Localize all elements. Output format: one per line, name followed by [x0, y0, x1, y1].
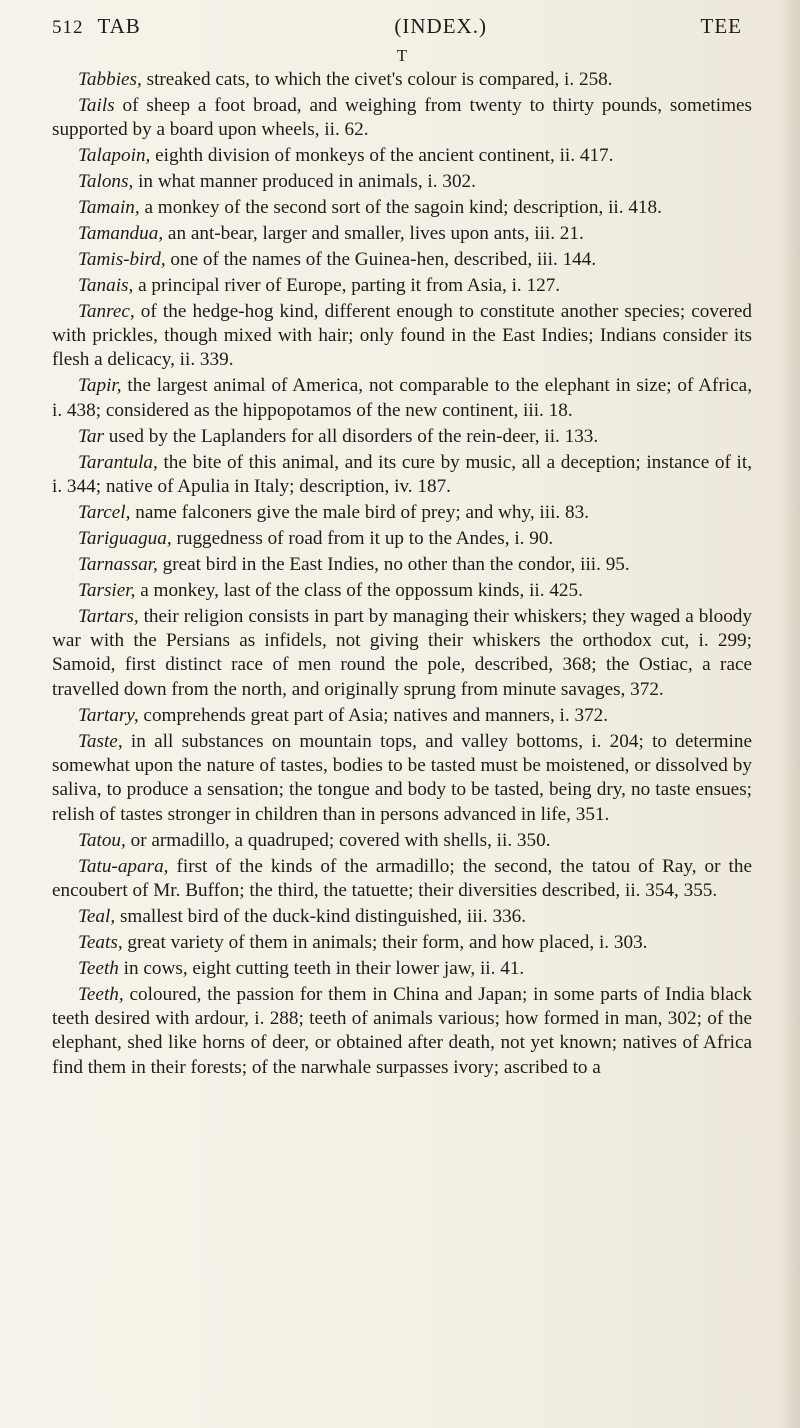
running-header: [52, 14, 752, 44]
entry-term: Tanais,: [78, 274, 134, 296]
entry-term: Tamandua,: [78, 222, 164, 244]
entry-term: Tariguagua,: [78, 527, 172, 549]
entry-term: Teal,: [78, 905, 116, 927]
index-entry: [52, 170, 752, 194]
section-letter: T: [396, 46, 408, 65]
page-number: 512: [52, 17, 84, 38]
index-entry: [52, 374, 752, 423]
entry-term: Tatu-apara,: [78, 855, 169, 877]
index-entry: [52, 704, 752, 728]
entry-text: a monkey of the second sort of the sagoin kind; description, ii. 418.: [139, 197, 662, 219]
entry-text: first of the kinds of the armadillo; the second, the tatou of Ray, or the encoubert of Mr. Buffon; the third, the tatuette; their diversities described, ii. 354, 355.: [52, 855, 752, 901]
entry-text: used by the Laplanders for all disorders of the rein-deer, ii. 133.: [103, 425, 599, 447]
entry-term: Tarsier,: [78, 579, 136, 601]
header-left-word: TAB: [97, 14, 141, 38]
entry-term: Teeth: [78, 957, 119, 979]
entry-text: in what manner produced in animals, i. 302.: [133, 171, 476, 193]
index-entry: [52, 222, 752, 246]
index-entry: [52, 553, 752, 577]
entry-text: a monkey, last of the class of the oppossum kinds, ii. 425.: [135, 579, 583, 601]
entry-text: of sheep a foot broad, and weighing from twenty to thirty pounds, sometimes supported by a board upon wheels, ii. 62.: [52, 94, 752, 141]
entry-term: Tar: [78, 425, 104, 447]
index-entry: [52, 425, 752, 449]
entry-text: the bite of this animal, and its cure by music, all a deception; instance of it, i. 344; native of Apulia in Italy; description, iv. 187.: [52, 451, 752, 497]
index-entry: [52, 501, 752, 525]
entry-term: Tabbies,: [78, 69, 142, 90]
index-entry: [52, 905, 752, 929]
index-entry: [52, 300, 752, 373]
index-entry: [52, 451, 752, 500]
index-entry: [52, 730, 752, 828]
entry-text: name falconers give the male bird of prey; and why, iii. 83.: [130, 501, 590, 523]
entry-text: smallest bird of the duck-kind distinguished, iii. 336.: [115, 905, 527, 927]
entry-text: or armadillo, a quadruped; covered with shells, ii. 350.: [125, 829, 551, 851]
index-entries: [52, 68, 752, 1080]
index-entry: [52, 94, 752, 143]
entry-term: Tamain,: [78, 197, 140, 219]
index-entry: [52, 274, 752, 298]
index-entry: [52, 931, 752, 955]
entry-text: comprehends great part of Asia; natives and manners, i. 372.: [138, 704, 609, 726]
index-entry: [52, 68, 752, 92]
entry-term: Tartary,: [78, 704, 139, 726]
page-edge-shadow: [778, 0, 800, 1428]
index-entry: [52, 829, 752, 853]
entry-term: Tamis-bird,: [78, 248, 166, 270]
index-entry: [52, 957, 752, 981]
entry-term: Tails: [78, 94, 115, 116]
entry-term: Talapoin,: [78, 145, 151, 167]
index-entry: [52, 983, 752, 1081]
header-title: (INDEX.): [394, 14, 487, 38]
header-right-word: TEE: [700, 14, 742, 38]
entry-term: Taste,: [78, 730, 123, 752]
entry-text: in cows, eight cutting teeth in their lower jaw, ii. 41.: [118, 957, 525, 979]
entry-term: Teeth,: [78, 983, 124, 1005]
index-entry: [52, 855, 752, 904]
index-entry: [52, 579, 752, 603]
index-entry: [52, 144, 752, 168]
entry-term: Tarantula,: [78, 451, 158, 473]
entry-term: Talons,: [78, 171, 134, 193]
entry-term: Teats,: [78, 931, 123, 953]
entry-term: Tatou,: [78, 829, 126, 851]
entry-text: in all substances on mountain tops, and valley bottoms, i. 204; to determine somewhat upon the nature of tastes, bodies to be tasted must be moistened, or dissolved by saliva, to produce a sensation; the tongue and body to be tasted, being dry, no taste ensues; relish of tastes stronger in children than in persons advanced in life, 351.: [52, 730, 752, 825]
entry-term: Tanrec,: [78, 300, 135, 322]
entry-text: coloured, the passion for them in China and Japan; in some parts of India black teeth desired with ardour, i. 288; teeth of animals various; how formed in man, 302; of the elephant, shed like horns of deer, or obtained after death, not yet known; natives of Africa find them in their forests; of the narwhale surpasses ivory; ascribed to a: [52, 983, 752, 1078]
entry-term: Tartars,: [78, 605, 139, 627]
entry-term: Tarcel,: [78, 501, 131, 523]
entry-text: one of the names of the Guinea-hen, described, iii. 144.: [165, 248, 597, 270]
entry-text: the largest animal of America, not comparable to the elephant in size; of Africa, i. 438; considered as the hippopotamos of the new continent, iii. 18.: [52, 375, 752, 421]
entry-term: Tarnassar,: [78, 553, 158, 575]
entry-text: ruggedness of road from it up to the Andes, i. 90.: [171, 527, 554, 549]
entry-term: Tapir,: [78, 375, 122, 397]
entry-text: eighth division of monkeys of the ancient continent, ii. 417.: [150, 145, 614, 167]
entry-text: an ant-bear, larger and smaller, lives upon ants, iii. 21.: [163, 222, 584, 244]
entry-text: great variety of them in animals; their form, and how placed, i. 303.: [122, 931, 648, 953]
index-entry: [52, 527, 752, 551]
entry-text: streaked cats, to which the civet's colour is compared, i. 258.: [141, 69, 613, 90]
entry-text: a principal river of Europe, parting it from Asia, i. 127.: [133, 274, 561, 296]
index-entry: [52, 605, 752, 703]
entry-text: their religion consists in part by managing their whiskers; they waged a bloody war with the Persians as infidels, not giving their whiskers the orthodox cut, i. 299; Samoid, first distinct race of men round the pole, described, 368; the Ostiac, a race travelled down from the north, and originally sprung from minute savages, 372.: [52, 605, 752, 700]
index-entry: [52, 248, 752, 272]
entry-text: of the hedge-hog kind, different enough to constitute another species; covered with prickles, though mixed with hair; only found in the East Indies; Indians consider its flesh a delicacy, ii. 339.: [52, 300, 752, 371]
entry-text: great bird in the East Indies, no other than the condor, iii. 95.: [157, 553, 630, 575]
index-entry: [52, 196, 752, 220]
